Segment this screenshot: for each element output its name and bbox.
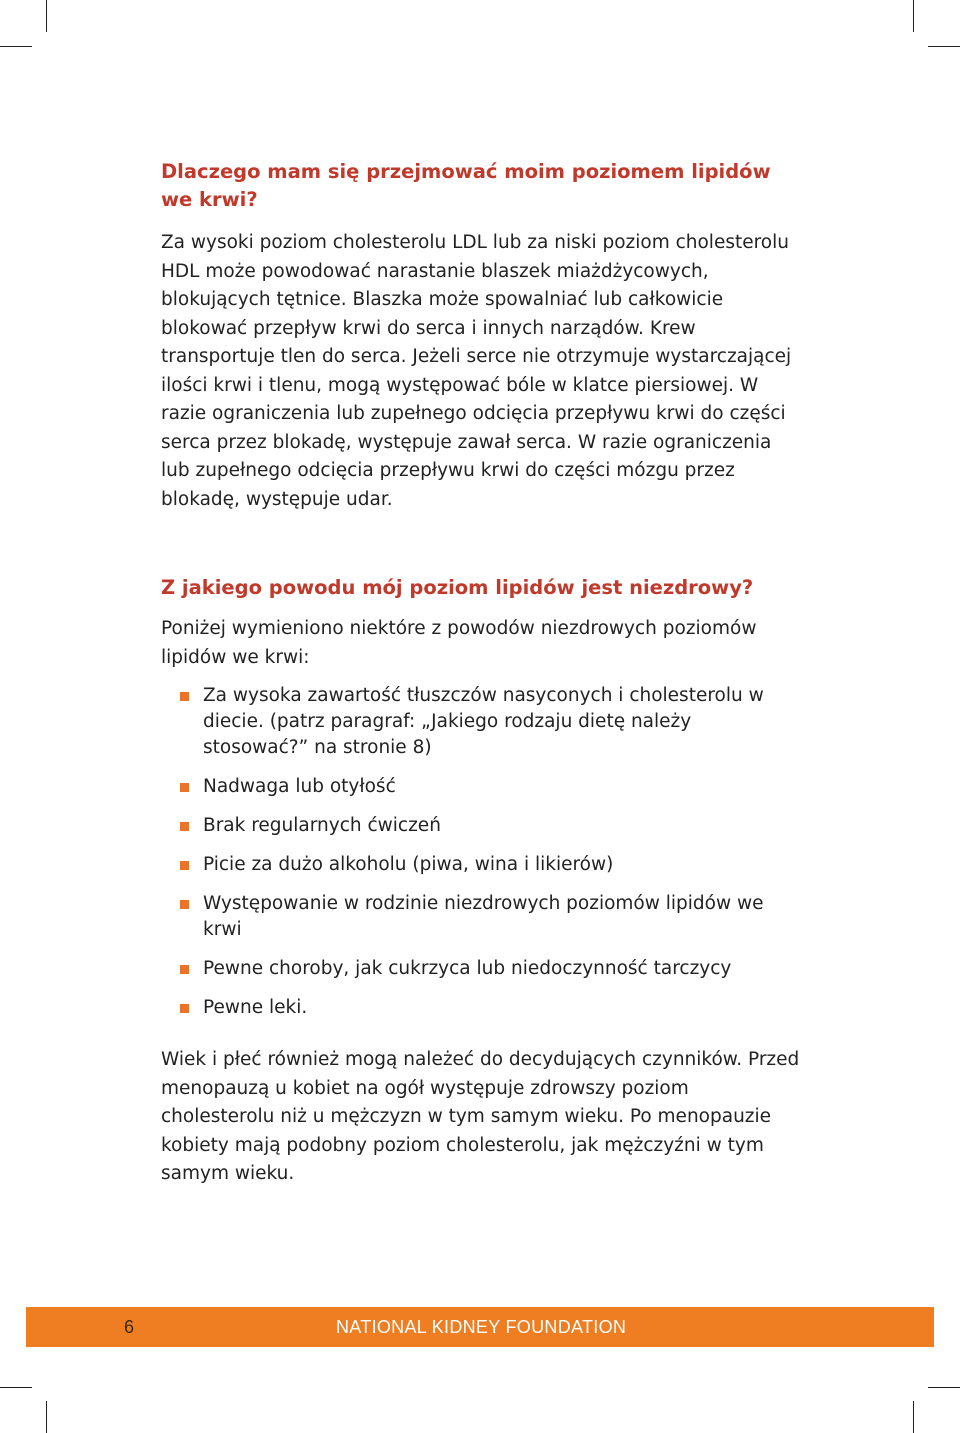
page-number: 6: [124, 1317, 135, 1337]
list-item-text: Nadwaga lub otyłość: [203, 776, 396, 797]
list-item-text: Występowanie w rodzinie niezdrowych poziomów lipidów we krwi: [203, 893, 764, 940]
crop-mark: [928, 1387, 960, 1388]
intro-text: Poniżej wymieniono niektóre z powodów niezdrowych poziomów lipidów we krwi:: [161, 618, 757, 668]
list-item: [161, 852, 801, 878]
list-item-text: Brak regularnych ćwiczeń: [203, 815, 441, 836]
list-item-text: Picie za dużo alkoholu (piwa, wina i likierów): [203, 854, 614, 875]
list-item: [161, 891, 801, 943]
section-heading-why: [161, 158, 801, 214]
heading-causes: Z jakiego powodu mój poziom lipidów jest niezdrowy?: [161, 576, 754, 599]
square-bullet-icon: [180, 861, 189, 870]
crop-mark: [913, 0, 914, 32]
list-item: [161, 956, 801, 982]
square-bullet-icon: [180, 900, 189, 909]
closing-text: Wiek i płeć również mogą należeć do decydujących czynników. Przed menopauzą u kobiet na ogół występuje zdrowszy poziom cholesterolu niż u mężczyzn w tym samym wieku. Po menopauzie kobiety mają podobny poziom cholesterolu, jak mężczyźni w tym samym wieku.: [161, 1049, 800, 1184]
causes-list: [161, 683, 801, 1034]
paragraph-intro: [161, 615, 801, 672]
crop-mark: [913, 1401, 914, 1433]
list-item: [161, 813, 801, 839]
square-bullet-icon: [180, 1004, 189, 1013]
square-bullet-icon: [180, 692, 189, 701]
crop-mark: [928, 46, 960, 47]
list-item: [161, 995, 801, 1021]
list-item-text: Za wysoka zawartość tłuszczów nasyconych i cholesterolu w diecie. (patrz paragraf: „Jakiego rodzaju dietę należy stosować?” na stronie 8): [203, 685, 764, 758]
square-bullet-icon: [180, 783, 189, 792]
paragraph-text: Za wysoki poziom cholesterolu LDL lub za niski poziom cholesterolu HDL może powodować narastanie blaszek miażdżycowych, blokujących tętnice. Blaszka może spowalniać lub całkowicie blokować przepływ krwi do serca i innych narządów. Krew transportuje tlen do serca. Jeżeli serce nie otrzymuje wystarczającej ilości krwi i tlenu, mogą występować bóle w klatce piersiowej. W razie ograniczenia lub zupełnego odcięcia przepływu krwi do części serca przez blokadę, występuje zawał serca. W razie ograniczenia lub zupełnego odcięcia przepływu krwi do części mózgu przez blokadę, występuje udar.: [161, 232, 792, 510]
list-item: [161, 774, 801, 800]
section-heading-causes: [161, 574, 801, 602]
list-item-text: Pewne leki.: [203, 997, 308, 1018]
paragraph-closing: [161, 1046, 801, 1189]
paragraph-plaque: [161, 229, 801, 514]
heading-why-lipids: Dlaczego mam się przejmować moim poziomem lipidów we krwi?: [161, 160, 771, 211]
crop-mark: [0, 1387, 32, 1388]
crop-mark: [46, 0, 47, 32]
footer-bar: [26, 1307, 934, 1347]
square-bullet-icon: [180, 822, 189, 831]
square-bullet-icon: [180, 965, 189, 974]
crop-mark: [46, 1401, 47, 1433]
list-item-text: Pewne choroby, jak cukrzyca lub niedoczynność tarczycy: [203, 958, 732, 979]
list-item: [161, 683, 801, 761]
crop-mark: [0, 46, 32, 47]
organization-name: NATIONAL KIDNEY FOUNDATION: [336, 1317, 627, 1337]
